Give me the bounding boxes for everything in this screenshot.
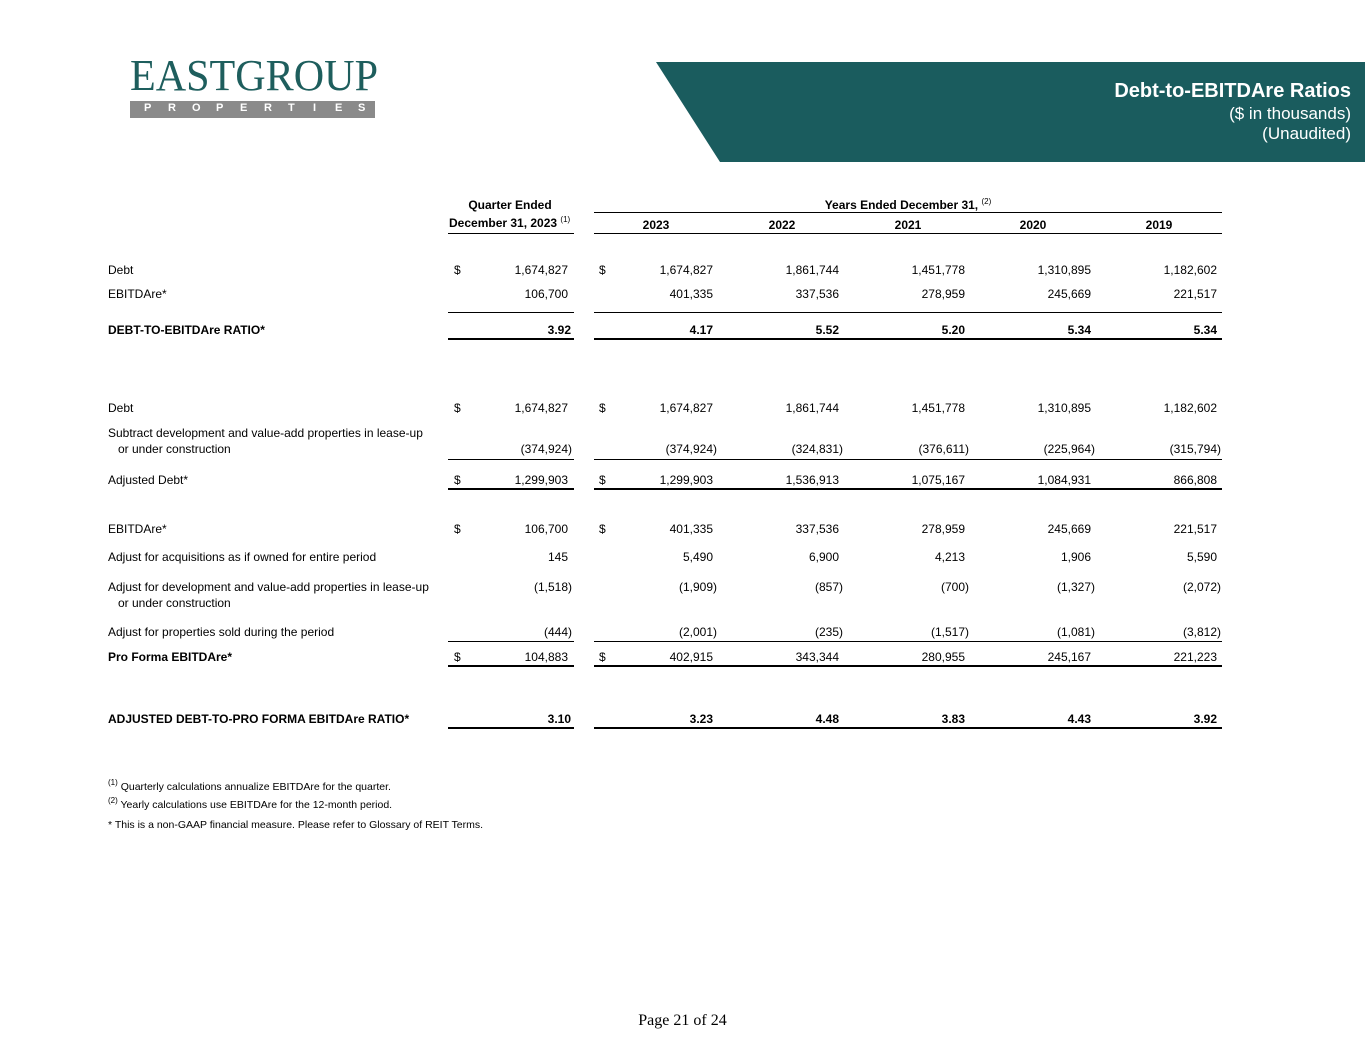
year-value: (700) <box>940 580 969 594</box>
row-label-debt: Debt <box>108 263 134 277</box>
year-value: 5,590 <box>1186 550 1217 564</box>
row-label-subtract-development-cont: or under construction <box>118 442 231 456</box>
year-value: 245,669 <box>1047 287 1091 301</box>
total-rule <box>448 727 574 729</box>
year-value: 6,900 <box>808 550 839 564</box>
year-value: (3,812) <box>1182 625 1221 639</box>
year-value: 1,182,602 <box>1163 401 1217 415</box>
year-header: 2023 <box>642 218 670 232</box>
page-subtitle-units: ($ in thousands) <box>1229 104 1351 123</box>
quarter-value: 1,674,827 <box>514 401 568 415</box>
year-value: (1,909) <box>678 580 717 594</box>
year-value: 4,213 <box>934 550 965 564</box>
years-header: Years Ended December 31, $^{(2)}$ <box>824 197 992 212</box>
logo-letter: O <box>192 102 201 114</box>
quarter-value: 3.10 <box>547 712 571 726</box>
quarter-value: 104,883 <box>524 650 568 664</box>
year-value: 1,075,167 <box>911 473 965 487</box>
year-value: 5.20 <box>941 323 965 337</box>
year-value: 1,451,778 <box>911 263 965 277</box>
year-value: 1,674,827 <box>659 263 713 277</box>
year-value: 5,490 <box>682 550 713 564</box>
year-value: 3.92 <box>1193 712 1217 726</box>
page-subtitle-unaudited: (Unaudited) <box>1262 124 1351 143</box>
year-value: (315,794) <box>1169 442 1221 456</box>
quarter-value: (374,924) <box>520 442 572 456</box>
footnote-1: $^{(1)}$ Quarterly calculations annualize EBITDAre for the quarter. <box>108 778 391 793</box>
row-label-pro-forma-ebitdare: Pro Forma EBITDAre* <box>108 650 233 664</box>
quarter-header-line1: Quarter Ended <box>468 198 552 212</box>
year-value: (1,327) <box>1056 580 1095 594</box>
total-rule <box>594 488 1222 490</box>
quarter-value: 145 <box>547 550 568 564</box>
year-value: 1,310,895 <box>1037 263 1091 277</box>
footnote-non-gaap: * This is a non-GAAP financial measure. Please refer to Glossary of REIT Terms. <box>108 819 484 831</box>
year-value: 4.43 <box>1067 712 1091 726</box>
year-value: 278,959 <box>921 522 965 536</box>
year-header: 2022 <box>768 218 796 232</box>
year-value: 4.48 <box>815 712 839 726</box>
year-value: 1,861,744 <box>785 401 839 415</box>
year-value: (857) <box>814 580 843 594</box>
row-label-adjust-properties-sold: Adjust for properties sold during the period <box>108 625 335 639</box>
dollar-sign: $ <box>599 650 606 664</box>
page-number: Page 21 of 24 <box>638 1012 727 1029</box>
year-value: 1,861,744 <box>785 263 839 277</box>
year-value: (2,001) <box>678 625 717 639</box>
total-rule <box>594 338 1222 340</box>
row-label-debt: Debt <box>108 401 134 415</box>
year-value: 278,959 <box>921 287 965 301</box>
logo-properties-bar <box>130 101 375 118</box>
row-label-ebitdare: EBITDAre* <box>108 522 167 536</box>
dollar-sign: $ <box>599 473 606 487</box>
logo-letter: E <box>240 102 248 114</box>
logo-letter: R <box>264 102 272 114</box>
year-value: 401,335 <box>669 287 713 301</box>
year-value: (1,081) <box>1056 625 1095 639</box>
header-underline <box>594 233 1222 234</box>
year-value: 343,344 <box>795 650 839 664</box>
logo-letter: R <box>168 102 176 114</box>
subtotal-rule <box>448 641 574 642</box>
row-label-adjust-development-cont: or under construction <box>118 596 231 610</box>
quarter-value: (1,518) <box>533 580 572 594</box>
subtotal-rule <box>594 641 1222 642</box>
row-label-adjusted-debt: Adjusted Debt* <box>108 473 189 487</box>
quarter-value: 106,700 <box>524 522 568 536</box>
logo-letter: S <box>358 102 366 114</box>
year-value: (324,831) <box>791 442 843 456</box>
total-rule <box>594 665 1222 667</box>
quarter-value: 1,674,827 <box>514 263 568 277</box>
quarter-value: (444) <box>543 625 572 639</box>
logo-letter: P <box>216 102 224 114</box>
year-value: 1,182,602 <box>1163 263 1217 277</box>
title-banner <box>656 62 1365 162</box>
year-header: 2019 <box>1145 218 1173 232</box>
year-value: 3.23 <box>689 712 713 726</box>
year-value: 1,536,913 <box>785 473 839 487</box>
total-rule <box>448 488 574 490</box>
logo-letter: I <box>313 102 317 114</box>
year-value: 280,955 <box>921 650 965 664</box>
quarter-value: 3.92 <box>547 323 571 337</box>
header-underline <box>448 233 574 234</box>
dollar-sign: $ <box>454 263 461 277</box>
year-value: 5.34 <box>1067 323 1091 337</box>
quarter-value: 106,700 <box>524 287 568 301</box>
year-value: 1,674,827 <box>659 401 713 415</box>
year-value: 401,335 <box>669 522 713 536</box>
year-value: 221,223 <box>1173 650 1217 664</box>
header-underline <box>594 212 1222 213</box>
dollar-sign: $ <box>454 650 461 664</box>
subtotal-rule <box>594 312 1222 313</box>
dollar-sign: $ <box>454 473 461 487</box>
year-value: 866,808 <box>1173 473 1217 487</box>
logo-letter: P <box>144 102 152 114</box>
year-value: (235) <box>814 625 843 639</box>
year-value: (376,611) <box>918 442 969 456</box>
year-header: 2021 <box>894 218 922 232</box>
subtotal-rule <box>448 312 574 313</box>
year-header: 2020 <box>1019 218 1047 232</box>
year-value: 221,517 <box>1173 522 1217 536</box>
row-label-ebitdare: EBITDAre* <box>108 287 167 301</box>
year-value: 1,451,778 <box>911 401 965 415</box>
total-rule <box>448 338 574 340</box>
year-value: 337,536 <box>795 287 839 301</box>
logo-letter: E <box>335 102 343 114</box>
year-value: 245,669 <box>1047 522 1091 536</box>
year-value: 4.17 <box>689 323 713 337</box>
row-label-subtract-development: Subtract development and value-add properties in lease-up <box>108 426 423 440</box>
year-value: 3.83 <box>941 712 965 726</box>
total-rule <box>594 727 1222 729</box>
year-value: 337,536 <box>795 522 839 536</box>
quarter-header-line2: December 31, 2023 $^{(1)}$ <box>449 215 571 230</box>
page-title: Debt-to-EBITDAre Ratios <box>1114 80 1351 102</box>
year-value: 5.34 <box>1193 323 1217 337</box>
dollar-sign: $ <box>454 401 461 415</box>
year-value: 1,310,895 <box>1037 401 1091 415</box>
logo-wordmark: EASTGROUP <box>130 51 378 96</box>
dollar-sign: $ <box>454 522 461 536</box>
row-label-adjust-acquisitions: Adjust for acquisitions as if owned for entire period <box>108 550 377 564</box>
subtotal-rule <box>594 459 1222 460</box>
dollar-sign: $ <box>599 522 606 536</box>
logo-letter: T <box>288 102 295 114</box>
quarter-value: 1,299,903 <box>514 473 568 487</box>
year-value: 221,517 <box>1173 287 1217 301</box>
total-rule <box>448 665 574 667</box>
year-value: 5.52 <box>815 323 839 337</box>
year-value: (225,964) <box>1043 442 1095 456</box>
year-value: (374,924) <box>665 442 717 456</box>
row-label-adjust-development: Adjust for development and value-add properties in lease-up <box>108 580 429 594</box>
year-value: 402,915 <box>669 650 713 664</box>
dollar-sign: $ <box>599 401 606 415</box>
year-value: (2,072) <box>1182 580 1221 594</box>
row-label-adjusted-ratio: ADJUSTED DEBT-TO-PRO FORMA EBITDAre RATIO* <box>108 712 410 726</box>
year-value: 1,084,931 <box>1037 473 1091 487</box>
row-label-debt-to-ebitdare-ratio: DEBT-TO-EBITDAre RATIO* <box>108 323 265 337</box>
year-value: 1,906 <box>1060 550 1091 564</box>
year-value: (1,517) <box>930 625 969 639</box>
dollar-sign: $ <box>599 263 606 277</box>
year-value: 245,167 <box>1047 650 1091 664</box>
company-logo <box>130 50 380 96</box>
subtotal-rule <box>448 459 574 460</box>
footnote-2: $^{(2)}$ Yearly calculations use EBITDAre for the 12-month period. <box>108 796 393 811</box>
year-value: 1,299,903 <box>659 473 713 487</box>
